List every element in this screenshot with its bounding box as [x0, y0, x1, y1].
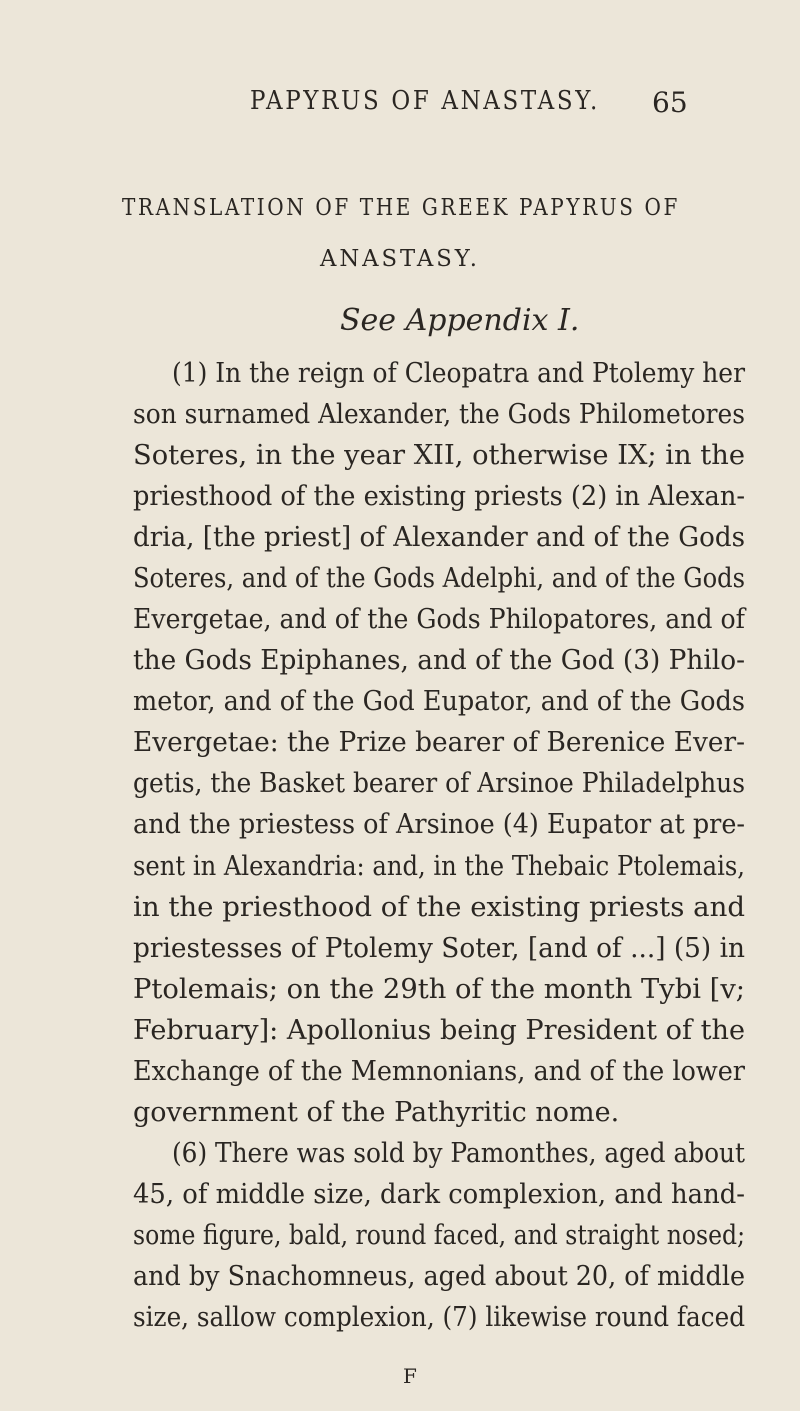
text-line: Soteres, in the year XII, otherwise IX; in the [133, 440, 745, 472]
text-line: February]: Apollonius being President of the [133, 1014, 745, 1046]
text-line: in the priesthood of the existing priests and [133, 891, 745, 923]
text-line: (1) In the reign of Cleopatra and Ptolemy her [172, 358, 745, 389]
text-line: and by Snachomneus, aged about 20, of middle [133, 1260, 745, 1292]
text-line: some figure, bald, round faced, and straight nosed; [133, 1219, 745, 1251]
text-line: son surnamed Alexander, the Gods Philometores [133, 399, 745, 431]
text-line: and the priestess of Arsinoe (4) Eupator at pre- [133, 809, 745, 841]
text-line: government of the Pathyritic nome. [133, 1096, 620, 1128]
appendix-reference: See Appendix I. [340, 303, 580, 338]
running-head: PAPYRUS OF ANASTASY. [250, 86, 600, 116]
chapter-title-line-1: TRANSLATION OF THE GREEK PAPYRUS OF [122, 195, 680, 221]
chapter-title-line-2: ANASTASY. [320, 246, 480, 272]
text-line: dria, [the priest] of Alexander and of the Gods [133, 522, 745, 554]
text-line: Exchange of the Memnonians, and of the lower [133, 1055, 745, 1087]
text-line: Soteres, and of the Gods Adelphi, and of the Gods [133, 563, 745, 595]
text-line: 45, of middle size, dark complexion, and hand- [133, 1178, 745, 1210]
signature-mark: F [403, 1364, 417, 1388]
page-number: 65 [652, 86, 688, 119]
text-line: getis, the Basket bearer of Arsinoe Philadelphus [133, 768, 745, 800]
text-line: Ptolemais; on the 29th of the month Tybi [v; [133, 973, 745, 1005]
text-line: the Gods Epiphanes, and of the God (3) Philo- [133, 645, 745, 677]
text-line: Evergetae, and of the Gods Philopatores, and of [133, 604, 745, 636]
text-line: sent in Alexandria: and, in the Thebaic Ptolemais, [133, 850, 745, 882]
text-line: priestesses of Ptolemy Soter, [and of ...] (5) in [133, 932, 745, 964]
text-line: metor, and of the God Eupator, and of the Gods [133, 686, 745, 718]
text-line: Evergetae: the Prize bearer of Berenice Ever- [133, 727, 745, 759]
text-line: size, sallow complexion, (7) likewise round faced [133, 1302, 745, 1333]
text-line: (6) There was sold by Pamonthes, aged about [172, 1137, 745, 1169]
text-line: priesthood of the existing priests (2) in Alexan- [133, 481, 745, 513]
